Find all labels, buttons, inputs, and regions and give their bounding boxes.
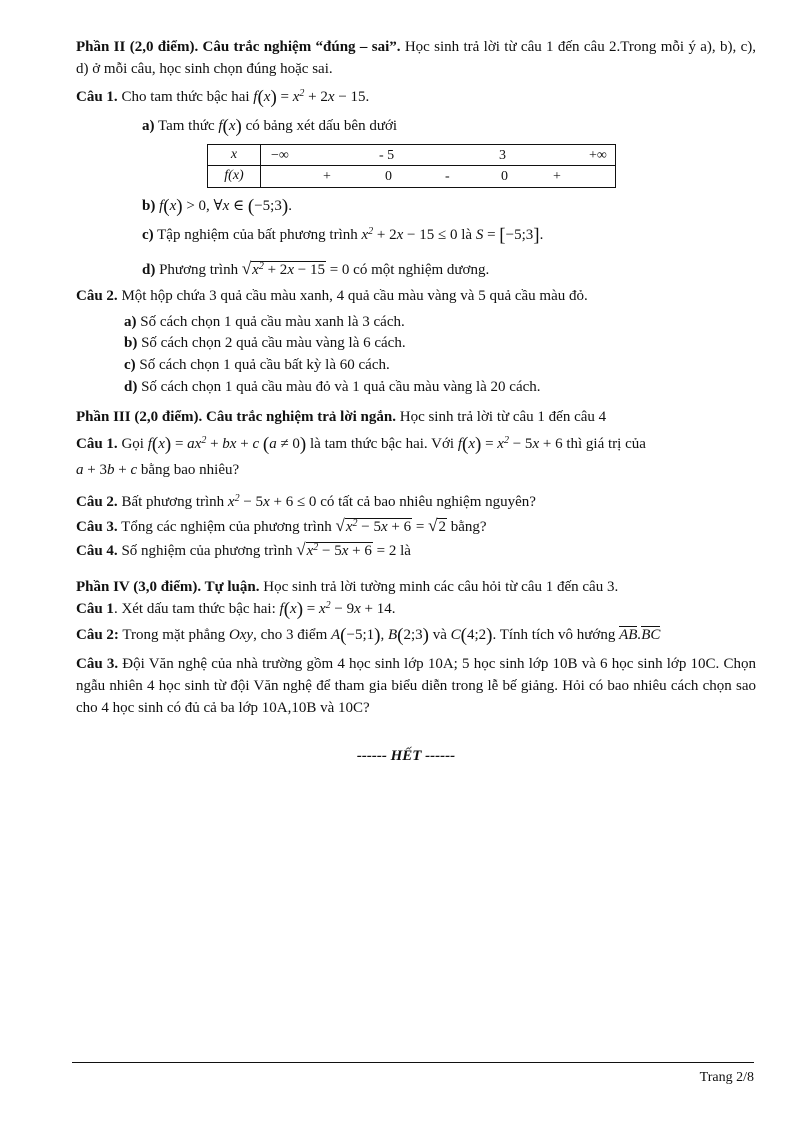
part4-q2: Câu 2: Trong mặt phẳng Oxy, cho 3 điểm A(−5;1), B(2;3) và C(4;2). Tính tích vô hướng AB.BC [76, 624, 661, 646]
part4-q1: Câu 1. Xét dấu tam thức bậc hai: $f(x) = x^2 - 9x + 14$. [76, 598, 396, 620]
part3-heading: Phần III (2,0 điểm). Câu trắc nghiệm trả lời ngắn. [76, 408, 396, 425]
list-item: d) Số cách chọn 1 quả cầu màu đỏ và 1 quả cầu màu vàng là 20 cách. [124, 378, 541, 395]
part2-q2: Câu 2. Một hộp chứa 3 quả cầu màu xanh, 4 quả cầu màu vàng và 5 quả cầu màu đỏ. [76, 287, 588, 304]
part3-q1: Câu 1. Gọi $f(x) = ax^2$ + bx + c (a ≠ 0) là tam thức bậc hai. Với $f(x) = x^2 - 5x + 6$ thì giá trị của [76, 434, 646, 456]
formula-fx: $f(x) = x^2 + 2x - 15$ [253, 86, 366, 108]
part4-intro: Phần IV (3,0 điểm). Tự luận. Học sinh trả lời tường minh các câu hỏi từ câu 1 đến câu 3. [76, 579, 619, 596]
exam-page: Phần II (2,0 điểm). Câu trắc nghiệm “đúng – sai”. Học sinh trả lời từ câu 1 đến câu 2.Trong mỗi ý a), b), c), d) ở mỗi câu, học sinh chọn đúng hoặc sai. Câu 1. Cho tam thức bậc hai $f(x) = x^2 + 2x - 15$. a) Tam thức f(x) có bảng xét dấu bên dưới x −∞ - 5 3 +∞ f(x) + 0 - 0 + b) f(x) > 0, ∀x ∈ (−5;3). c) Tập nghiệm của bất phương trình $x^2 + 2x - 15 \le 0$ là S = [−5;3]. d) Phương trình $√x^2 + 2x - 15 = 0$ có một nghiệm dương. Câu 2. Một hộp chứa 3 quả cầu màu xanh, 4 quả cầu màu vàng và 5 quả cầu màu đỏ. a) Số cách chọn 1 quả cầu màu xanh là 3 cách. b) Số cách chọn 2 quả cầu màu vàng là 6 cách. c) Số cách chọn 1 quả cầu bất kỳ là 60 cách. d) Số cách chọn 1 quả cầu màu đỏ và 1 quả cầu màu vàng là 20 cách. Phần III (2,0 điểm). Câu trắc nghiệm trả lời ngắn. Học sinh trả lời từ câu 1 đến câu 4 Câu 1. Gọi $f(x) = ax^2$ + bx + c (a ≠ 0) là tam thức bậc hai. Với $f(x) = x^2 - 5x + 6$ thì giá trị của a + 3b + c bằng bao nhiêu? Câu 2. Bất phương trình $x^2 - 5x + 6 \le 0$ có tất cả bao nhiêu nghiệm nguyên? Câu 3. Tổng các nghiệm của phương trình $√x^2 - 5x + 6 = √2$ bằng? Câu 4. Số nghiệm của phương trình $√x^2 - 5x + 6 = 2$ là Phần IV (3,0 điểm). Tự luận. Học sinh trả lời tường minh các câu hỏi từ câu 1 đến câu 3. Câu 1. Xét dấu tam thức bậc hai: $f(x) = x^2 - 9x + 14$. Câu 2: Trong mặt phẳng Oxy, cho 3 điểm A(−5;1), B(2;3) và C(4;2). Tính tích vô hướng AB.BC Câu 3. Đội Văn nghệ của nhà trường gồm 4 học sinh lớp 10A; 5 học sinh lớp 10B và 6 học sinh lớp 10C. Chọn ngẫu nhiên 4 học sinh từ đội Văn nghệ để tham gia biểu diễn trong lễ bế giảng. Hỏi có bao nhiêu cách chọn sao cho 4 học sinh có đủ cả ba lớp 10A,10B và 10C? ------ HẾT ------ [76, 37, 756, 767]
part2-q1-b: b) f(x) > 0, ∀x ∈ (−5;3). [142, 195, 292, 217]
sign-table-x-row: −∞ - 5 3 +∞ [261, 145, 616, 166]
part2-heading: Phần II (2,0 điểm). Câu trắc nghiệm “đúng – sai”. [76, 39, 401, 55]
end-marker: ------ HẾT ------ [356, 747, 456, 764]
part3-intro: Phần III (2,0 điểm). Câu trắc nghiệm trả lời ngắn. Học sinh trả lời từ câu 1 đến câu 4 [76, 408, 607, 425]
part3-q4: Câu 4. Số nghiệm của phương trình $√x^2 - 5x + 6 = 2$ là [76, 540, 411, 560]
part2-q1: Câu 1. Cho tam thức bậc hai $f(x) = x^2 + 2x - 15$. [76, 86, 370, 108]
sign-table-f-header: f(x) [208, 166, 261, 187]
list-item: c) Số cách chọn 1 quả cầu bất kỳ là 60 cách. [124, 357, 390, 374]
sign-table [207, 144, 616, 188]
sign-table-f-row: + 0 - 0 + [261, 166, 616, 187]
list-item: b) Số cách chọn 2 quả cầu màu vàng là 6 cách. [124, 335, 406, 352]
footer-divider [72, 1062, 754, 1063]
part2-q1-a: a) Tam thức f(x) có bảng xét dấu bên dưới [142, 116, 398, 138]
part2-q2-items [124, 312, 756, 399]
part4-q3: Câu 3. Đội Văn nghệ của nhà trường gồm 4 học sinh lớp 10A; 5 học sinh lớp 10B và 6 học sinh lớp 10C. Chọn ngẫu nhiên 4 học sinh từ đội Văn nghệ để tham gia biểu diễn trong lễ bế giảng. Hỏi có bao nhiêu cách chọn sao cho 4 học sinh có đủ cả ba lớp 10A,10B và 10C? [76, 656, 756, 716]
list-item: a) Số cách chọn 1 quả cầu màu xanh là 3 cách. [124, 313, 405, 330]
part2-intro: Phần II (2,0 điểm). Câu trắc nghiệm “đúng – sai”. Học sinh trả lời từ câu 1 đến câu 2.Trong mỗi ý a), b), c), d) ở mỗi câu, học sinh chọn đúng hoặc sai. [76, 39, 757, 77]
sign-table-x-header: x [208, 145, 261, 166]
part3-q2: Câu 2. Bất phương trình $x^2 - 5x + 6 \le 0$ có tất cả bao nhiêu nghiệm nguyên? [76, 492, 536, 510]
part2-q1-c: c) Tập nghiệm của bất phương trình $x^2 + 2x - 15 \le 0$ là S = [−5;3]. [142, 225, 544, 247]
part2-q1-d: d) Phương trình $√x^2 + 2x - 15 = 0$ có một nghiệm dương. [142, 259, 490, 279]
page-number: Trang 2/8 [699, 1070, 754, 1085]
part4-heading: Phần IV (3,0 điểm). Tự luận. [76, 579, 260, 596]
part3-q3: Câu 3. Tổng các nghiệm của phương trình $√x^2 - 5x + 6 = √2$ bằng? [76, 515, 487, 535]
